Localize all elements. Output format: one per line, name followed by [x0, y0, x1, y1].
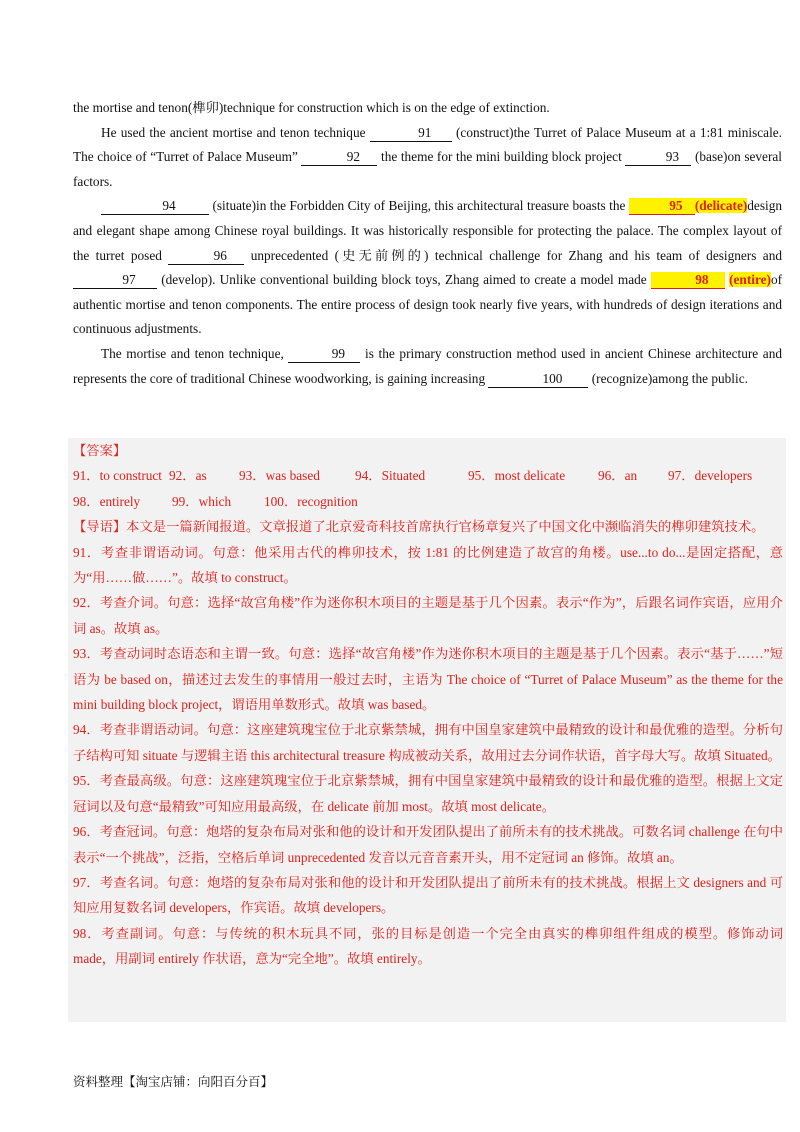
passage-text: He used the ancient mortise and tenon technique	[101, 124, 370, 140]
passage	[73, 96, 782, 391]
passage-paragraph-2	[73, 194, 782, 342]
blank-92: 92	[301, 149, 377, 166]
passage-paragraph-1	[73, 121, 782, 195]
blank-97: 97	[73, 272, 157, 289]
passage-text: is the primary construction method used in ancient Chinese architecture and represents the core of traditional Chinese woodworking, is gaining increasing	[73, 345, 783, 386]
answer-94: 94．Situated	[355, 468, 426, 484]
passage-text: (develop). Unlike conventional building block toys, Zhang aimed to create a model made	[157, 272, 651, 288]
passage-text: (situate)in the Forbidden City of Beijing, this architectural treasure boasts the	[209, 198, 629, 214]
hint-95: (delicate)	[694, 198, 748, 214]
blank-94: 94	[101, 198, 209, 215]
answer-97: 97．developers	[668, 468, 753, 484]
blank-100: 100	[488, 371, 588, 388]
passage-text: (recognize)among the public.	[588, 370, 748, 386]
answer-91: 91．to construct	[73, 468, 163, 484]
answer-99: 99．which	[172, 493, 232, 509]
guide-text: 【导语】本文是一篇新闻报道。文章报道了北京爱奇科技首席执行官杨章复兴了中国文化中濒临消失的榫卯建筑技术。	[73, 519, 765, 535]
blank-96: 96	[168, 248, 244, 265]
blank-98: 98	[651, 272, 725, 289]
answer-93: 93．was based	[239, 468, 320, 484]
passage-text: (construct)the Turret of Palace Museum at a 1:81 miniscale. The choice of “Turret of Palace Museum”	[73, 124, 782, 165]
answer-100: 100．recognition	[264, 493, 358, 509]
explanation-97: 97．考查名词。句意：炮塔的复杂布局对张和他的设计和开发团队提出了前所未有的技术挑战。根据上文 designers and 可知应用复数名词 developers，作宾语。故填 developers。	[73, 874, 783, 916]
passage-text: the theme for the mini building block project	[377, 149, 626, 165]
explanation-95: 95．考查最高级。句意：这座建筑瑰宝位于北京紫禁城，拥有中国皇家建筑中最精致的设计和最优雅的造型。根据上文定冠词以及句意“最精致”可知应用最高级，在 delicate 前加 most。故填 most delicate。	[73, 773, 783, 814]
blank-95: 95	[629, 198, 695, 215]
passage-text: design and elegant shape among Chinese royal buildings. It was historically responsible for protecting the palace. The complex layout of the turret posed	[73, 198, 782, 263]
answer-row-1	[73, 463, 783, 488]
blank-99: 99	[288, 346, 360, 363]
passage-text: The mortise and tenon technique,	[101, 345, 289, 361]
answer-heading: 【答案】	[73, 443, 127, 458]
explanation-92: 92．考查介词。句意：选择“故宫角楼”作为迷你积木项目的主题是基于几个因素。表示“作为”，后跟名词作宾语，应用介词 as。故填 as。	[73, 595, 783, 636]
answer-98: 98．entirely	[73, 493, 141, 509]
explanation-98: 98．考查副词。句意：与传统的积木玩具不同，张的目标是创造一个完全由真实的榫卯组件组成的模型。修饰动词 made，用副词 entirely 作状语，意为“完全地”。故填 entirely。	[73, 925, 783, 967]
explanation-94: 94．考查非谓语动词。句意：这座建筑瑰宝位于北京紫禁城，拥有中国皇家建筑中最精致的设计和最优雅的造型。分析句子结构可知 situate 与逻辑主语 this architectural treasure 构成被动关系，故用过去分词作状语，首字母大写。故填 Situated。	[73, 722, 783, 763]
passage-line-0: the mortise and tenon(榫卯)technique for construction which is on the edge of extinction.	[73, 100, 550, 115]
answer-row-2	[73, 489, 783, 514]
answer-92: 92．as	[169, 468, 207, 484]
answer-95: 95．most delicate	[468, 468, 566, 484]
answer-section	[73, 438, 783, 972]
explanation-96: 96．考查冠词。句意：炮塔的复杂布局对张和他的设计和开发团队提出了前所未有的技术挑战。可数名词 challenge 在句中表示“一个挑战”，泛指，空格后单词 unprecedented 发音以元音音素开头，用不定冠词 an 修饰。故填 an。	[73, 824, 783, 865]
hint-98: (entire)	[729, 272, 771, 288]
blank-93: 93	[625, 149, 691, 166]
footer-source: 资料整理【淘宝店铺：向阳百分百】	[73, 1074, 274, 1089]
passage-text: of authentic mortise and tenon components. The entire process of design took nearly five years, with hundreds of design iterations and continuous adjustments.	[73, 272, 783, 337]
passage-text: unprecedented (史无前例的) technical challenge for Zhang and his team of designers and	[244, 247, 782, 263]
passage-text: (base)on several factors.	[73, 149, 782, 189]
passage-paragraph-3	[73, 342, 782, 391]
explanation-91: 91．考查非谓语动词。句意：他采用古代的榫卯技术，按 1:81 的比例建造了故宫的角楼。use...to do...是固定搭配，意为“用……做……”。故填 to construct。	[73, 544, 783, 586]
answer-96: 96．an	[598, 468, 638, 484]
blank-91: 91	[370, 125, 452, 142]
explanation-93: 93．考查动词时态语态和主谓一致。句意：选择“故宫角楼”作为迷你积木项目的主题是基于几个因素。表示“基于……”短语为 be based on，描述过去发生的事情用一般过去时，主语为 The choice of “Turret of Palace Museum” as the theme for the mini building block project，谓语用单数形式。故填 was based。	[73, 646, 783, 713]
